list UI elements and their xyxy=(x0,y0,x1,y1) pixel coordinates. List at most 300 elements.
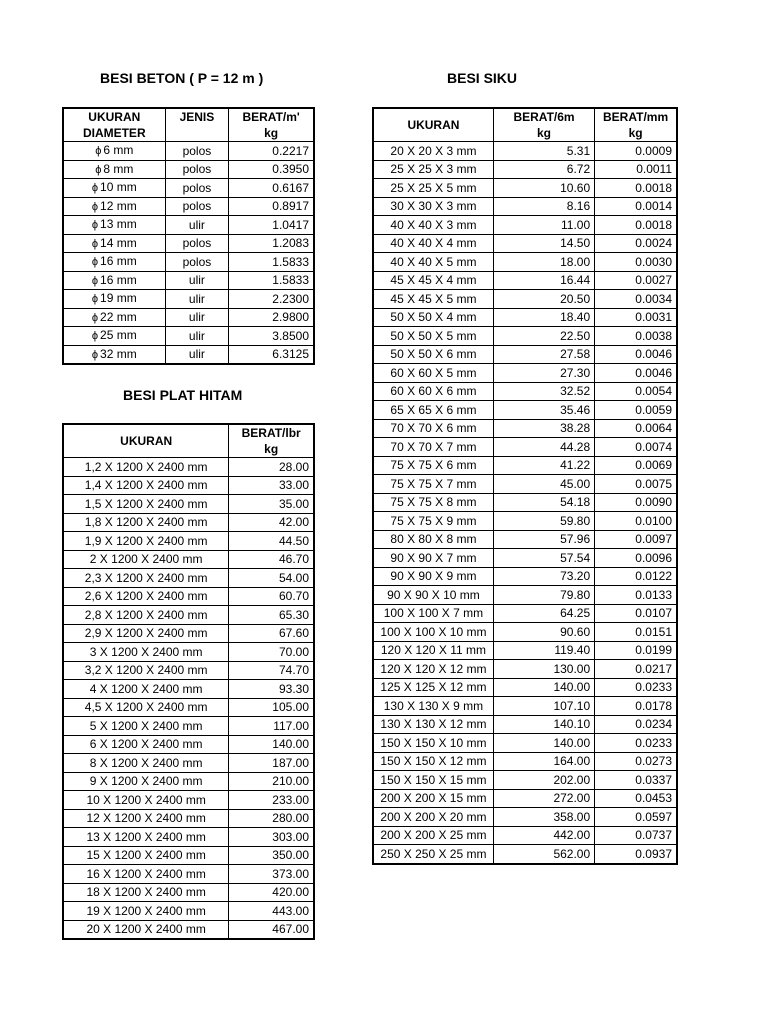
weight-mm-cell: 0.0059 xyxy=(595,401,677,420)
size-cell: 1,5 X 1200 X 2400 mm xyxy=(64,495,229,514)
weight-mm-cell: 0.0151 xyxy=(595,623,677,642)
weight-cell: 210.00 xyxy=(229,772,314,791)
diameter-symbol: ϕ xyxy=(91,237,99,250)
type-cell: polos xyxy=(165,253,229,272)
size-cell: 50 X 50 X 6 mm xyxy=(374,345,494,364)
diameter-symbol: ϕ xyxy=(91,256,99,269)
size-cell: 40 X 40 X 4 mm xyxy=(374,234,494,253)
size-cell: 130 X 130 X 9 mm xyxy=(374,697,494,716)
size-cell: 16 X 1200 X 2400 mm xyxy=(64,865,229,884)
size-cell: 130 X 130 X 12 mm xyxy=(374,715,494,734)
weight-mm-cell: 0.0737 xyxy=(595,826,677,845)
table-row xyxy=(64,809,314,828)
weight-6m-cell: 140.00 xyxy=(493,678,594,697)
weight-mm-cell: 0.0199 xyxy=(595,641,677,660)
type-cell: polos xyxy=(165,197,229,216)
weight-cell: 105.00 xyxy=(229,698,314,717)
weight-mm-cell: 0.0009 xyxy=(595,142,677,161)
weight-cell: 303.00 xyxy=(229,828,314,847)
size-cell: 25 X 25 X 5 mm xyxy=(374,179,494,198)
weight-mm-cell: 0.0096 xyxy=(595,549,677,568)
diameter-value: 12 mm xyxy=(100,198,137,213)
diameter-symbol: ϕ xyxy=(91,200,99,213)
weight-6m-cell: 442.00 xyxy=(493,826,594,845)
type-cell: polos xyxy=(165,142,229,161)
type-cell: ulir xyxy=(165,327,229,346)
size-cell: 50 X 50 X 4 mm xyxy=(374,308,494,327)
diameter-value: 16 mm xyxy=(100,254,137,269)
size-cell: 15 X 1200 X 2400 mm xyxy=(64,846,229,865)
weight-mm-cell: 0.0064 xyxy=(595,419,677,438)
table-row xyxy=(374,308,677,327)
weight-cell: 1.5833 xyxy=(229,253,314,272)
table-row xyxy=(64,345,314,364)
table-row xyxy=(374,715,677,734)
table-row xyxy=(374,771,677,790)
size-cell: 250 X 250 X 25 mm xyxy=(374,845,494,864)
size-cell: 3 X 1200 X 2400 mm xyxy=(64,643,229,662)
table-row xyxy=(64,680,314,699)
size-cell: 150 X 150 X 15 mm xyxy=(374,771,494,790)
diameter-value: 8 mm xyxy=(103,161,134,176)
weight-mm-cell: 0.0054 xyxy=(595,382,677,401)
weight-6m-cell: 11.00 xyxy=(493,216,594,235)
weight-mm-cell: 0.0217 xyxy=(595,660,677,679)
size-cell: 30 X 30 X 3 mm xyxy=(374,197,494,216)
size-cell: 8 X 1200 X 2400 mm xyxy=(64,754,229,773)
type-cell: polos xyxy=(165,179,229,198)
diameter-cell xyxy=(64,308,166,327)
size-cell: 18 X 1200 X 2400 mm xyxy=(64,883,229,902)
table-row xyxy=(374,382,677,401)
table-row xyxy=(374,586,677,605)
weight-cell: 1.0417 xyxy=(229,216,314,235)
weight-cell: 420.00 xyxy=(229,883,314,902)
table-row xyxy=(64,920,314,939)
weight-cell: 74.70 xyxy=(229,661,314,680)
size-cell: 20 X 20 X 3 mm xyxy=(374,142,494,161)
weight-mm-cell: 0.0074 xyxy=(595,438,677,457)
diameter-symbol: ϕ xyxy=(91,311,99,324)
size-cell: 1,2 X 1200 X 2400 mm xyxy=(64,458,229,477)
table-row xyxy=(64,846,314,865)
table-row xyxy=(64,458,314,477)
size-cell: 150 X 150 X 12 mm xyxy=(374,752,494,771)
weight-mm-cell: 0.0337 xyxy=(595,771,677,790)
size-cell: 100 X 100 X 10 mm xyxy=(374,623,494,642)
weight-cell: 443.00 xyxy=(229,902,314,921)
weight-cell: 70.00 xyxy=(229,643,314,662)
weight-cell: 65.30 xyxy=(229,606,314,625)
weight-6m-cell: 90.60 xyxy=(493,623,594,642)
table-row xyxy=(374,512,677,531)
weight-cell: 280.00 xyxy=(229,809,314,828)
diameter-symbol: ϕ xyxy=(91,182,99,195)
weight-6m-cell: 358.00 xyxy=(493,808,594,827)
weight-6m-cell: 57.54 xyxy=(493,549,594,568)
weight-cell: 2.9800 xyxy=(229,308,314,327)
table-row xyxy=(64,661,314,680)
table-row xyxy=(64,735,314,754)
table-row xyxy=(374,789,677,808)
size-cell: 2 X 1200 X 2400 mm xyxy=(64,550,229,569)
table-row xyxy=(64,234,314,253)
size-cell: 40 X 40 X 3 mm xyxy=(374,216,494,235)
weight-mm-cell: 0.0030 xyxy=(595,253,677,272)
table-row xyxy=(374,401,677,420)
size-cell: 1,9 X 1200 X 2400 mm xyxy=(64,532,229,551)
weight-6m-cell: 119.40 xyxy=(493,641,594,660)
diameter-symbol: ϕ xyxy=(91,293,99,306)
weight-6m-cell: 562.00 xyxy=(493,845,594,864)
diameter-symbol: ϕ xyxy=(95,145,102,158)
table-row xyxy=(374,290,677,309)
size-cell: 200 X 200 X 25 mm xyxy=(374,826,494,845)
table-row xyxy=(374,197,677,216)
table-row xyxy=(374,160,677,179)
diameter-cell xyxy=(64,234,166,253)
table-row xyxy=(64,179,314,198)
diameter-cell xyxy=(64,345,166,364)
weight-mm-cell: 0.0075 xyxy=(595,475,677,494)
table-row xyxy=(64,754,314,773)
type-cell: polos xyxy=(165,234,229,253)
plat-header-row xyxy=(64,425,314,458)
weight-cell: 60.70 xyxy=(229,587,314,606)
table-row xyxy=(64,643,314,662)
diameter-value: 6 mm xyxy=(103,143,134,158)
table-row xyxy=(374,493,677,512)
table-row xyxy=(64,791,314,810)
size-cell: 75 X 75 X 6 mm xyxy=(374,456,494,475)
weight-mm-cell: 0.0034 xyxy=(595,290,677,309)
beton-header-weight: BERAT/m' kg xyxy=(229,109,314,142)
weight-cell: 233.00 xyxy=(229,791,314,810)
diameter-value: 25 mm xyxy=(100,328,137,343)
table-row xyxy=(374,808,677,827)
diameter-cell xyxy=(64,290,166,309)
weight-mm-cell: 0.0014 xyxy=(595,197,677,216)
weight-mm-cell: 0.0069 xyxy=(595,456,677,475)
weight-6m-cell: 45.00 xyxy=(493,475,594,494)
weight-6m-cell: 41.22 xyxy=(493,456,594,475)
table-row xyxy=(374,419,677,438)
size-cell: 75 X 75 X 8 mm xyxy=(374,493,494,512)
table-row xyxy=(374,438,677,457)
weight-6m-cell: 5.31 xyxy=(493,142,594,161)
weight-6m-cell: 64.25 xyxy=(493,604,594,623)
type-cell: ulir xyxy=(165,345,229,364)
weight-mm-cell: 0.0031 xyxy=(595,308,677,327)
weight-6m-cell: 18.00 xyxy=(493,253,594,272)
size-cell: 10 X 1200 X 2400 mm xyxy=(64,791,229,810)
weight-cell: 350.00 xyxy=(229,846,314,865)
weight-cell: 67.60 xyxy=(229,624,314,643)
size-cell: 120 X 120 X 11 mm xyxy=(374,641,494,660)
table-row xyxy=(374,567,677,586)
type-cell: ulir xyxy=(165,308,229,327)
size-cell: 150 X 150 X 10 mm xyxy=(374,734,494,753)
weight-cell: 2.2300 xyxy=(229,290,314,309)
weight-6m-cell: 140.00 xyxy=(493,734,594,753)
weight-6m-cell: 16.44 xyxy=(493,271,594,290)
weight-cell: 0.2217 xyxy=(229,142,314,161)
weight-mm-cell: 0.0453 xyxy=(595,789,677,808)
size-cell: 9 X 1200 X 2400 mm xyxy=(64,772,229,791)
diameter-cell xyxy=(64,253,166,272)
table-row xyxy=(64,532,314,551)
table-row xyxy=(64,587,314,606)
size-cell: 45 X 45 X 5 mm xyxy=(374,290,494,309)
diameter-cell xyxy=(64,271,166,290)
table-row xyxy=(64,308,314,327)
size-cell: 2,8 X 1200 X 2400 mm xyxy=(64,606,229,625)
weight-mm-cell: 0.0178 xyxy=(595,697,677,716)
table-row xyxy=(374,142,677,161)
weight-cell: 28.00 xyxy=(229,458,314,477)
table-row xyxy=(64,513,314,532)
weight-6m-cell: 107.10 xyxy=(493,697,594,716)
diameter-symbol: ϕ xyxy=(95,163,102,176)
table-row xyxy=(374,530,677,549)
diameter-cell xyxy=(64,216,166,235)
size-cell: 90 X 90 X 10 mm xyxy=(374,586,494,605)
table-row xyxy=(374,660,677,679)
weight-6m-cell: 14.50 xyxy=(493,234,594,253)
weight-mm-cell: 0.0273 xyxy=(595,752,677,771)
table-row xyxy=(64,253,314,272)
size-cell: 120 X 120 X 12 mm xyxy=(374,660,494,679)
table-row xyxy=(374,697,677,716)
weight-6m-cell: 32.52 xyxy=(493,382,594,401)
diameter-symbol: ϕ xyxy=(91,330,99,343)
table-row xyxy=(64,828,314,847)
size-cell: 80 X 80 X 8 mm xyxy=(374,530,494,549)
besi-plat-hitam-table xyxy=(63,424,314,939)
size-cell: 2,9 X 1200 X 2400 mm xyxy=(64,624,229,643)
size-cell: 45 X 45 X 4 mm xyxy=(374,271,494,290)
table-row xyxy=(374,179,677,198)
weight-6m-cell: 79.80 xyxy=(493,586,594,605)
weight-cell: 33.00 xyxy=(229,476,314,495)
weight-mm-cell: 0.0018 xyxy=(595,216,677,235)
size-cell: 200 X 200 X 15 mm xyxy=(374,789,494,808)
table-row xyxy=(374,456,677,475)
size-cell: 90 X 90 X 9 mm xyxy=(374,567,494,586)
weight-cell: 1.2083 xyxy=(229,234,314,253)
weight-6m-cell: 27.30 xyxy=(493,364,594,383)
weight-6m-cell: 27.58 xyxy=(493,345,594,364)
weight-cell: 46.70 xyxy=(229,550,314,569)
size-cell: 200 X 200 X 20 mm xyxy=(374,808,494,827)
table-row xyxy=(64,902,314,921)
weight-6m-cell: 10.60 xyxy=(493,179,594,198)
weight-6m-cell: 130.00 xyxy=(493,660,594,679)
diameter-symbol: ϕ xyxy=(91,348,99,361)
weight-6m-cell: 164.00 xyxy=(493,752,594,771)
weight-cell: 93.30 xyxy=(229,680,314,699)
table-row xyxy=(374,327,677,346)
weight-mm-cell: 0.0233 xyxy=(595,678,677,697)
besi-siku-table xyxy=(373,108,677,864)
weight-mm-cell: 0.0233 xyxy=(595,734,677,753)
weight-mm-cell: 0.0018 xyxy=(595,179,677,198)
table-row xyxy=(64,476,314,495)
diameter-cell xyxy=(64,160,166,179)
weight-6m-cell: 20.50 xyxy=(493,290,594,309)
weight-mm-cell: 0.0097 xyxy=(595,530,677,549)
weight-6m-cell: 18.40 xyxy=(493,308,594,327)
weight-cell: 0.3950 xyxy=(229,160,314,179)
size-cell: 1,4 X 1200 X 2400 mm xyxy=(64,476,229,495)
diameter-value: 13 mm xyxy=(100,217,137,232)
size-cell: 40 X 40 X 5 mm xyxy=(374,253,494,272)
size-cell: 12 X 1200 X 2400 mm xyxy=(64,809,229,828)
weight-cell: 0.8917 xyxy=(229,197,314,216)
table-row xyxy=(374,345,677,364)
besi-beton-title: BESI BETON ( P = 12 m ) xyxy=(100,70,264,86)
table-row xyxy=(64,495,314,514)
weight-6m-cell: 202.00 xyxy=(493,771,594,790)
weight-mm-cell: 0.0024 xyxy=(595,234,677,253)
plat-header-weight: BERAT/lbr kg xyxy=(229,425,314,458)
weight-mm-cell: 0.0597 xyxy=(595,808,677,827)
table-row xyxy=(374,641,677,660)
table-row xyxy=(64,327,314,346)
siku-header-size: UKURAN xyxy=(374,109,494,142)
size-cell: 3,2 X 1200 X 2400 mm xyxy=(64,661,229,680)
weight-mm-cell: 0.0234 xyxy=(595,715,677,734)
table-row xyxy=(64,698,314,717)
size-cell: 65 X 65 X 6 mm xyxy=(374,401,494,420)
weight-cell: 0.6167 xyxy=(229,179,314,198)
table-row xyxy=(374,364,677,383)
type-cell: ulir xyxy=(165,216,229,235)
table-row xyxy=(64,290,314,309)
diameter-cell xyxy=(64,142,166,161)
type-cell: polos xyxy=(165,160,229,179)
siku-header-weight-6m: BERAT/6m kg xyxy=(493,109,594,142)
size-cell: 60 X 60 X 5 mm xyxy=(374,364,494,383)
table-row xyxy=(374,752,677,771)
table-row xyxy=(64,717,314,736)
table-row xyxy=(374,734,677,753)
table-row xyxy=(374,845,677,864)
weight-mm-cell: 0.0011 xyxy=(595,160,677,179)
weight-cell: 6.3125 xyxy=(229,345,314,364)
diameter-value: 16 mm xyxy=(100,272,137,287)
type-cell: ulir xyxy=(165,271,229,290)
weight-mm-cell: 0.0038 xyxy=(595,327,677,346)
weight-6m-cell: 44.28 xyxy=(493,438,594,457)
weight-6m-cell: 59.80 xyxy=(493,512,594,531)
table-row xyxy=(374,549,677,568)
table-row xyxy=(374,826,677,845)
table-row xyxy=(64,883,314,902)
table-row xyxy=(64,865,314,884)
diameter-cell xyxy=(64,327,166,346)
size-cell: 70 X 70 X 6 mm xyxy=(374,419,494,438)
siku-header-weight-mm: BERAT/mm kg xyxy=(595,109,677,142)
weight-mm-cell: 0.0100 xyxy=(595,512,677,531)
size-cell: 13 X 1200 X 2400 mm xyxy=(64,828,229,847)
weight-6m-cell: 54.18 xyxy=(493,493,594,512)
size-cell: 125 X 125 X 12 mm xyxy=(374,678,494,697)
diameter-cell xyxy=(64,179,166,198)
besi-siku-title: BESI SIKU xyxy=(447,70,518,86)
weight-cell: 187.00 xyxy=(229,754,314,773)
diameter-symbol: ϕ xyxy=(91,274,99,287)
besi-beton-table xyxy=(63,108,314,364)
size-cell: 60 X 60 X 6 mm xyxy=(374,382,494,401)
table-row xyxy=(64,772,314,791)
weight-mm-cell: 0.0046 xyxy=(595,345,677,364)
table-row xyxy=(64,142,314,161)
beton-header-type: JENIS xyxy=(165,109,229,142)
table-row xyxy=(64,569,314,588)
table-row xyxy=(374,253,677,272)
table-row xyxy=(374,678,677,697)
weight-cell: 35.00 xyxy=(229,495,314,514)
weight-mm-cell: 0.0107 xyxy=(595,604,677,623)
table-row xyxy=(374,234,677,253)
weight-mm-cell: 0.0090 xyxy=(595,493,677,512)
table-row xyxy=(64,197,314,216)
size-cell: 90 X 90 X 7 mm xyxy=(374,549,494,568)
weight-6m-cell: 73.20 xyxy=(493,567,594,586)
weight-6m-cell: 35.46 xyxy=(493,401,594,420)
size-cell: 19 X 1200 X 2400 mm xyxy=(64,902,229,921)
weight-cell: 1.5833 xyxy=(229,271,314,290)
size-cell: 4 X 1200 X 2400 mm xyxy=(64,680,229,699)
table-row xyxy=(374,623,677,642)
weight-mm-cell: 0.0046 xyxy=(595,364,677,383)
table-row xyxy=(374,604,677,623)
diameter-value: 14 mm xyxy=(100,235,137,250)
weight-6m-cell: 22.50 xyxy=(493,327,594,346)
weight-6m-cell: 140.10 xyxy=(493,715,594,734)
weight-cell: 44.50 xyxy=(229,532,314,551)
table-row xyxy=(64,160,314,179)
type-cell: ulir xyxy=(165,290,229,309)
table-row xyxy=(64,216,314,235)
table-row xyxy=(64,606,314,625)
size-cell: 20 X 1200 X 2400 mm xyxy=(64,920,229,939)
table-row xyxy=(64,624,314,643)
size-cell: 5 X 1200 X 2400 mm xyxy=(64,717,229,736)
diameter-value: 19 mm xyxy=(100,291,137,306)
weight-cell: 140.00 xyxy=(229,735,314,754)
weight-6m-cell: 6.72 xyxy=(493,160,594,179)
diameter-value: 22 mm xyxy=(100,309,137,324)
weight-mm-cell: 0.0122 xyxy=(595,567,677,586)
weight-mm-cell: 0.0027 xyxy=(595,271,677,290)
weight-mm-cell: 0.0133 xyxy=(595,586,677,605)
table-row xyxy=(374,271,677,290)
weight-cell: 117.00 xyxy=(229,717,314,736)
size-cell: 100 X 100 X 7 mm xyxy=(374,604,494,623)
table-row xyxy=(64,550,314,569)
size-cell: 2,6 X 1200 X 2400 mm xyxy=(64,587,229,606)
table-row xyxy=(374,216,677,235)
size-cell: 6 X 1200 X 2400 mm xyxy=(64,735,229,754)
diameter-value: 10 mm xyxy=(100,180,137,195)
size-cell: 75 X 75 X 9 mm xyxy=(374,512,494,531)
weight-cell: 54.00 xyxy=(229,569,314,588)
size-cell: 1,8 X 1200 X 2400 mm xyxy=(64,513,229,532)
size-cell: 25 X 25 X 3 mm xyxy=(374,160,494,179)
weight-cell: 3.8500 xyxy=(229,327,314,346)
